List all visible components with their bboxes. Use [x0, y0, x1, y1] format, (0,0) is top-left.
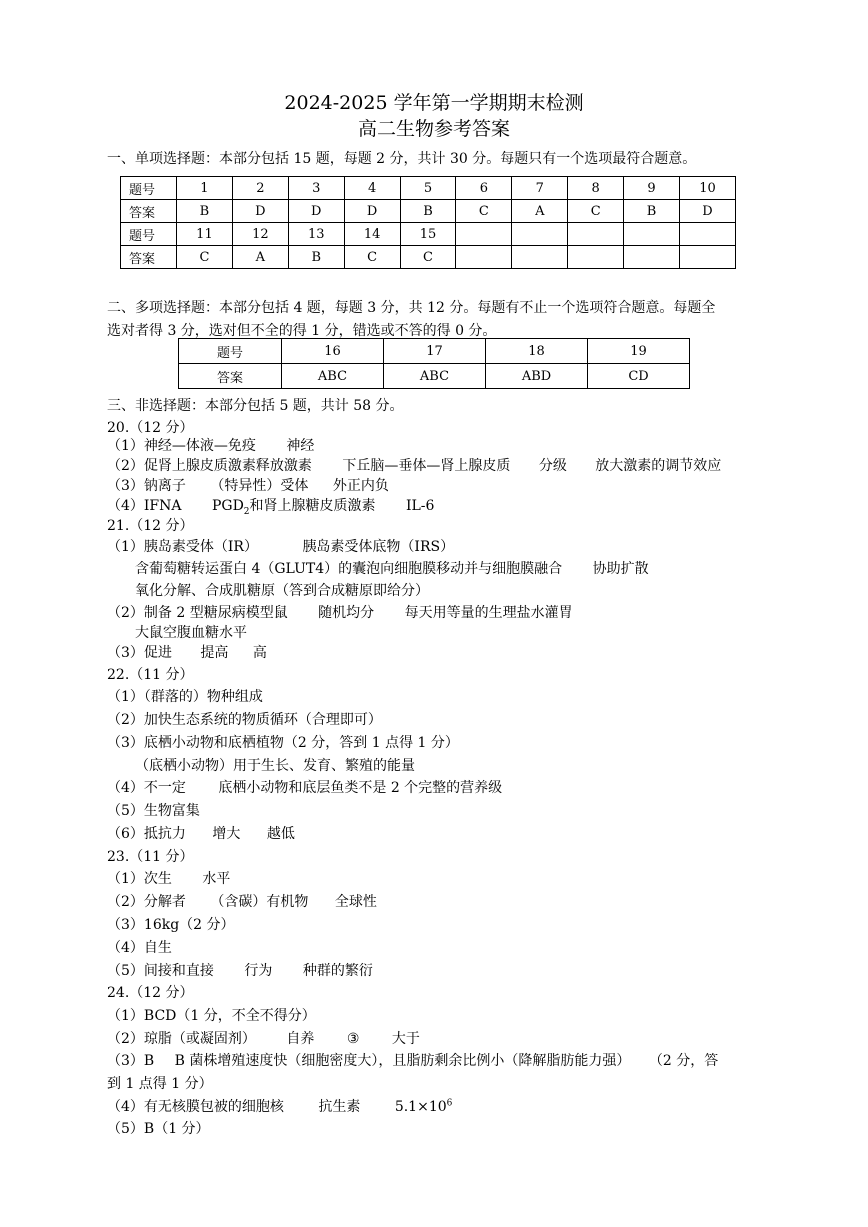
- row-label-answer: 答案: [121, 200, 177, 223]
- cell: ABC: [282, 364, 384, 389]
- answer-text: B 菌株增殖速度快（细胞密度大），且脂肪剩余比例小（降解脂肪能力强）: [174, 1053, 631, 1069]
- answer-text: （3）B: [107, 1053, 155, 1069]
- table-row: [179, 339, 690, 364]
- answer-text: 行为: [244, 963, 273, 979]
- answer-text: 增大: [212, 826, 241, 842]
- cell: 4: [344, 177, 400, 200]
- cell: 18: [486, 339, 588, 364]
- q23-heading: 23.（11 分）: [107, 849, 194, 865]
- q24-answer-2: [107, 1028, 420, 1048]
- answer-text: （5）间接和直接: [107, 963, 214, 979]
- q20-answer-2: [107, 455, 721, 475]
- multi-choice-table: [178, 338, 690, 389]
- single-choice-table: [120, 176, 736, 269]
- cell: 15: [400, 223, 456, 246]
- q21-answer-1c: 氧化分解、合成肌糖原（答到合成糖原即给分）: [135, 583, 429, 599]
- cell: 19: [588, 339, 690, 364]
- answer-text: （2 分，答: [648, 1053, 719, 1069]
- cell: A: [232, 246, 288, 269]
- q21-answer-2b: 大鼠空腹血糖水平: [135, 625, 247, 641]
- cell: 11: [177, 223, 233, 246]
- cell: B: [624, 200, 680, 223]
- answer-text: （2）促肾上腺皮质激素释放激素: [107, 458, 312, 474]
- cell: D: [232, 200, 288, 223]
- table-row: [121, 200, 736, 223]
- section2-intro-line1: 二、多项选择题：本部分包括 4 题，每题 3 分，共 12 分。每题有不止一个选项符合题意。每题全: [107, 300, 716, 316]
- answer-text: （1）胰岛素受体（IR）: [107, 539, 258, 555]
- cell: CD: [588, 364, 690, 389]
- cell: ABC: [384, 364, 486, 389]
- answer-text: （1）神经—体液—免疫: [107, 438, 256, 454]
- cell: D: [344, 200, 400, 223]
- answer-text: 种群的繁衍: [302, 963, 373, 979]
- row-label-answer: 答案: [121, 246, 177, 269]
- cell: 3: [288, 177, 344, 200]
- q21-answer-1: [107, 536, 454, 556]
- cell: [568, 246, 624, 269]
- answer-text: 外正内负: [332, 478, 389, 494]
- cell: [680, 223, 736, 246]
- answer-text: 自养: [286, 1031, 315, 1047]
- answer-text: 提高: [200, 645, 229, 661]
- answer-text: 协助扩散: [592, 561, 649, 577]
- answer-text: （2）制备 2 型糖尿病模型鼠: [107, 605, 288, 621]
- answer-text: 随机均分: [318, 605, 375, 621]
- table-row: [121, 177, 736, 200]
- answer-text-part: PGD: [211, 498, 244, 514]
- q23-answer-2: [107, 891, 377, 911]
- subscript: 2: [243, 506, 250, 517]
- cell: 9: [624, 177, 680, 200]
- q20-answer-3: [107, 475, 389, 495]
- answer-text: 下丘脑—垂体—肾上腺皮质: [342, 458, 511, 474]
- q24-heading: 24.（12 分）: [107, 985, 194, 1001]
- page-subtitle: 高二生物参考答案: [357, 118, 510, 140]
- q20-answer-1: [107, 435, 314, 455]
- answer-text: 抗生素: [318, 1099, 361, 1115]
- cell: B: [177, 200, 233, 223]
- answer-text-part: 和肾上腺糖皮质激素: [249, 498, 376, 514]
- table-row: [121, 246, 736, 269]
- q22-answer-1: （1）（群落的）物种组成: [107, 689, 263, 705]
- cell: [512, 246, 568, 269]
- answer-text: ③: [346, 1031, 360, 1047]
- cell: [680, 246, 736, 269]
- section3-intro: 三、非选择题：本部分包括 5 题，共计 58 分。: [107, 398, 404, 414]
- cell: D: [288, 200, 344, 223]
- cell: 13: [288, 223, 344, 246]
- answer-text: [395, 1099, 453, 1115]
- cell: 17: [384, 339, 486, 364]
- q20-answer-4: [107, 495, 434, 517]
- cell: C: [344, 246, 400, 269]
- cell: 1: [177, 177, 233, 200]
- q20-heading: 20.（12 分）: [107, 420, 194, 436]
- q24-answer-4: [107, 1096, 452, 1116]
- answer-text: [211, 498, 376, 517]
- q22-answer-5: （5）生物富集: [107, 803, 200, 819]
- cell: [456, 223, 512, 246]
- q21-answer-2: [107, 602, 573, 622]
- cell: C: [177, 246, 233, 269]
- q24-answer-1: （1）BCD（1 分，不全不得分）: [107, 1008, 316, 1024]
- cell: [568, 223, 624, 246]
- cell: 2: [232, 177, 288, 200]
- q23-answer-3: （3）16kg（2 分）: [107, 917, 235, 933]
- row-label-question: 题号: [121, 223, 177, 246]
- q23-answer-5: [107, 960, 373, 980]
- cell: [624, 223, 680, 246]
- answer-text: 分级: [538, 458, 567, 474]
- cell: 8: [568, 177, 624, 200]
- q23-answer-1: [107, 868, 230, 888]
- answer-text: 全球性: [334, 894, 377, 910]
- cell: [624, 246, 680, 269]
- answer-text: （4）IFNA: [107, 498, 182, 514]
- section1-intro: 一、单项选择题：本部分包括 15 题，每题 2 分，共计 30 分。每题只有一个选项最符合题意。: [107, 151, 697, 167]
- cell: A: [512, 200, 568, 223]
- answer-text: 放大激素的调节效应: [595, 458, 722, 474]
- row-label-answer: 答案: [179, 364, 282, 389]
- answer-text: 底栖小动物和底层鱼类不是 2 个完整的营养级: [218, 780, 503, 796]
- section2-intro-line2: 选对者得 3 分，选对但不全的得 1 分，错选或不答的得 0 分。: [107, 323, 497, 339]
- q22-answer-3b: （底栖小动物）用于生长、发育、繁殖的能量: [135, 758, 415, 774]
- answer-text: 每天用等量的生理盐水灌胃: [404, 605, 573, 621]
- answer-text: （含碳）有机物: [210, 894, 309, 910]
- q22-answer-6: [107, 823, 295, 843]
- cell: ABD: [486, 364, 588, 389]
- q22-heading: 22.（11 分）: [107, 667, 194, 683]
- answer-text: 神经: [286, 438, 315, 454]
- q22-answer-2: （2）加快生态系统的物质循环（合理即可）: [107, 712, 382, 728]
- cell: D: [680, 200, 736, 223]
- page-title: 2024-2025 学年第一学期期末检测: [284, 92, 584, 114]
- q21-answer-3: [107, 642, 267, 662]
- cell: 16: [282, 339, 384, 364]
- answer-text: 含葡萄糖转运蛋白 4（GLUT4）的囊泡向细胞膜移动并与细胞膜融合: [135, 561, 563, 577]
- cell: 12: [232, 223, 288, 246]
- answer-text: 大于: [391, 1031, 420, 1047]
- row-label-question: 题号: [121, 177, 177, 200]
- cell: C: [400, 246, 456, 269]
- q24-answer-3: [107, 1050, 718, 1070]
- answer-text-part: 5.1×10: [394, 1099, 447, 1115]
- answer-text: 胰岛素受体底物（IRS）: [302, 539, 455, 555]
- q24-answer-5: （5）B（1 分）: [107, 1121, 210, 1137]
- table-row: [179, 364, 690, 389]
- answer-text: （6）抵抗力: [107, 826, 186, 842]
- answer-text: （3）钠离子: [107, 478, 186, 494]
- answer-text: （4）不一定: [107, 780, 186, 796]
- q22-answer-4: [107, 777, 502, 797]
- answer-text: （2）琼脂（或凝固剂）: [107, 1031, 256, 1047]
- cell: B: [400, 200, 456, 223]
- cell: C: [456, 200, 512, 223]
- answer-text: （特异性）受体: [210, 478, 309, 494]
- cell: [456, 246, 512, 269]
- answer-text: 越低: [266, 826, 295, 842]
- answer-text: （1）次生: [107, 871, 172, 887]
- q23-answer-4: （4）自生: [107, 940, 172, 956]
- cell: 5: [400, 177, 456, 200]
- row-label-question: 题号: [179, 339, 282, 364]
- cell: 10: [680, 177, 736, 200]
- answer-text: 水平: [202, 871, 231, 887]
- cell: [512, 223, 568, 246]
- q21-heading: 21.（12 分）: [107, 518, 194, 534]
- table-row: [121, 223, 736, 246]
- cell: 7: [512, 177, 568, 200]
- cell: 6: [456, 177, 512, 200]
- q24-answer-3b: 到 1 点得 1 分）: [107, 1076, 213, 1092]
- superscript: 6: [446, 1098, 453, 1109]
- answer-text: （2）分解者: [107, 894, 186, 910]
- answer-text: IL-6: [405, 498, 435, 514]
- answer-text: 高: [252, 645, 267, 661]
- answer-text: （3）促进: [107, 645, 172, 661]
- answer-text: （4）有无核膜包被的细胞核: [107, 1099, 284, 1115]
- cell: B: [288, 246, 344, 269]
- q22-answer-3: （3）底栖小动物和底栖植物（2 分，答到 1 点得 1 分）: [107, 735, 459, 751]
- cell: C: [568, 200, 624, 223]
- q21-answer-1b: [135, 558, 649, 578]
- cell: 14: [344, 223, 400, 246]
